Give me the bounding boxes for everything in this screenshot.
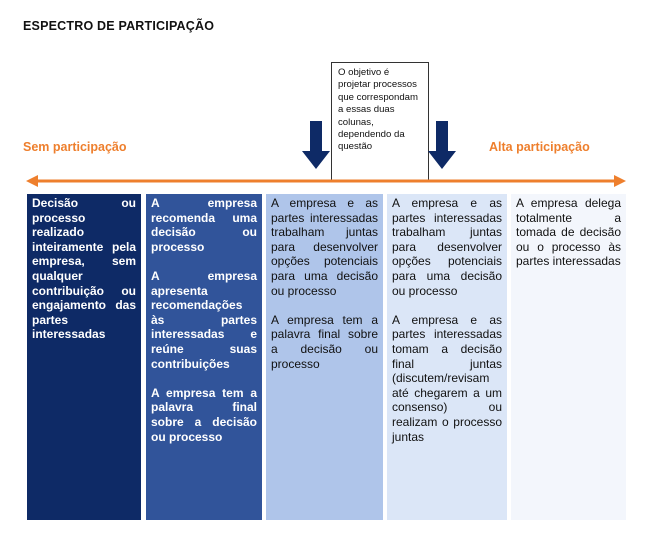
column-5 [511, 194, 626, 520]
arrow-down-left-icon [302, 121, 330, 169]
column-text: A empresa apresenta recomendações às partes interessadas e reúne suas contribuições [151, 268, 257, 371]
spectrum-double-arrow-icon [26, 173, 626, 189]
column-3 [266, 194, 383, 520]
no-participation-label: Sem participação [23, 140, 127, 154]
arrow-down-right-icon [428, 121, 456, 169]
column-1 [27, 194, 141, 520]
objective-callout: O objetivo é projetar processos que correspondam a essas duas colunas, dependendo da questão [331, 62, 429, 182]
column-4 [387, 194, 507, 520]
column-text: A empresa e as partes interessadas trabalham juntas para desenvolver opções potenciais para uma decisão ou processo [392, 196, 502, 298]
column-text: A empresa delega totalmente a tomada de decisão ou o processo às partes interessadas [516, 196, 621, 269]
column-text: A empresa tem a palavra final sobre a decisão ou processo [271, 312, 378, 371]
column-text: A empresa recomenda uma decisão ou processo [151, 196, 257, 254]
column-2 [146, 194, 262, 520]
page-title: ESPECTRO DE PARTICIPAÇÃO [23, 19, 215, 33]
column-text: A empresa e as partes interessadas tomam a decisão final juntas (discutem/revisam até chegarem a um consenso) ou realizam o processo juntas [392, 312, 502, 444]
column-text: A empresa tem a palavra final sobre a decisão ou processo [151, 385, 257, 444]
high-participation-label: Alta participação [489, 140, 590, 154]
column-text: Decisão ou processo realizado inteiramente pela empresa, sem qualquer contribuição ou engajamento das partes interessadas [32, 196, 136, 342]
column-text: A empresa e as partes interessadas trabalham juntas para desenvolver opções potenciais para uma decisão ou processo [271, 196, 378, 298]
